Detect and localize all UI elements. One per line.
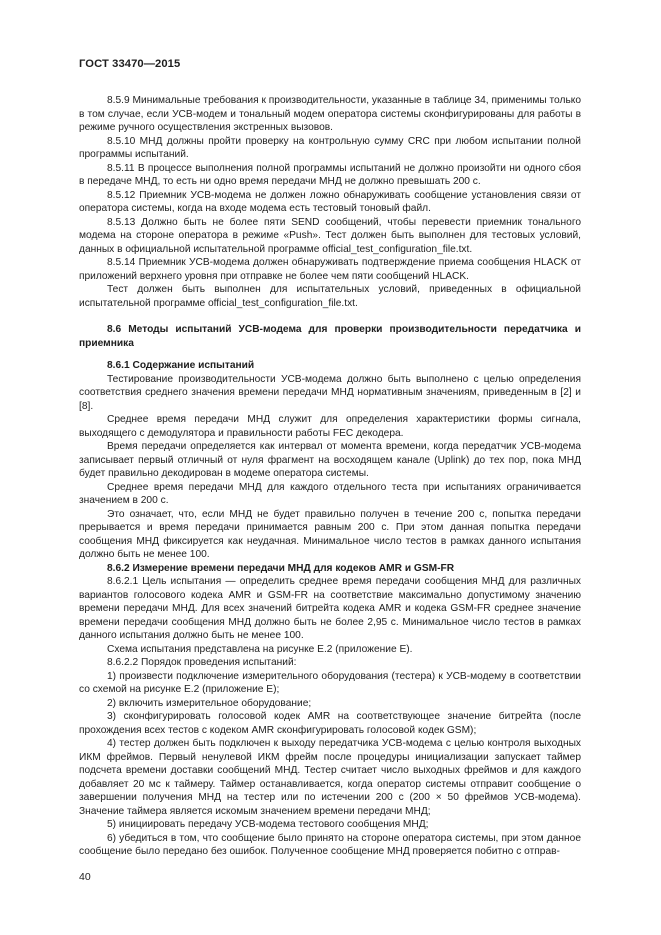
paragraph-8-5-12: 8.5.12 Приемник УСВ-модема не должен ложно обнаруживать сообщение установления связи от оператора системы, когда на входе модема есть тестовый тоновый файл. xyxy=(79,189,581,214)
paragraph-8-6-2-2: 8.6.2.2 Порядок проведения испытаний: xyxy=(107,657,297,668)
paragraph-8-5-9: 8.5.9 Минимальные требования к производительности, указанные в таблице 34, применимы только в том случае, если УСВ-модем и тональный модем оператора системы сконфигурированы для работы в режиме ручного осуществления экстренных вызовов. xyxy=(79,95,581,133)
document-code-header: ГОСТ 33470—2015 xyxy=(79,58,181,70)
paragraph-8-6-1-d: Среднее время передачи МНД для каждого отдельного теста при испытаниях ограничивается значением в 200 с. xyxy=(79,481,581,506)
section-heading-8-6-1: 8.6.1 Содержание испытаний xyxy=(107,360,255,371)
list-item-2: 2) включить измерительное оборудование; xyxy=(107,697,312,709)
paragraph-scheme-reference: Схема испытания представлена на рисунке Е.2 (приложение Е). xyxy=(107,643,413,655)
paragraph-8-5-13: 8.5.13 Должно быть не более пяти SEND сообщений, чтобы перевести приемник тонального модема на стороне оператора в режиме «Push». Тест должен быть выполнен для тестовых условий, данных в официальной испытательной программе official_test_configuration_file.txt. xyxy=(79,216,581,255)
paragraph-8-6-1-c: Время передачи определяется как интервал от момента времени, когда передатчик УСВ-модема записывает первый отличный от нуля фрагмент на восходящем канале (Uplink) до тех пор, пока МНД будет правильно декодирован в модеме оператора системы. xyxy=(79,441,581,479)
list-item-4: 4) тестер должен быть подключен к выходу передатчика УСВ-модема с целью контроля выходных ИКМ фреймов. Первый ненулевой ИКМ фрейм после процедуры инициализации запускает таймер подсчета времени доставки сообщений МНД. Тестер считает число выходных фреймов и для каждого добавляет 20 мс к таймеру. Таймер останавливается, когда оператор системы отправит сообщение о завершении получения МНД на тестер или по истечении 200 с (200 × 50 фреймов УСВ-модема). Значение таймера является искомым значением времени передачи МНД; xyxy=(79,738,581,817)
page-number: 40 xyxy=(79,871,91,883)
list-item-3: 3) сконфигурировать голосовой кодек AMR на соответствующее значение битрейта (после прохождения всех тестов с кодеком AMR сконфигурировать голосовой кодек GSM); xyxy=(79,711,581,736)
paragraph-8-6-2-1: 8.6.2.1 Цель испытания — определить среднее время передачи сообщения МНД для различных вариантов голосового кодека AMR и GSM-FR на соответствие максимально допустимому значению времени передачи МНД. Для всех значений битрейта кодека AMR и кодека GSM-FR среднее значение времени передачи сообщения МНД должно быть не более 2,95 с. Минимальное число тестов в рамках данного испытания должно быть не менее 100. xyxy=(79,576,581,641)
paragraph-8-5-14: 8.5.14 Приемник УСВ-модема должен обнаруживать подтверждение приема сообщения HLACK от приложений верхнего уровня при отправке не более чем пяти сообщений HLACK. xyxy=(79,257,581,282)
paragraph-8-6-1-e: Это означает, что, если МНД не будет правильно получен в течение 200 с, попытка передачи прерывается и время передачи принимается равным 200 с. При этом данная попытка передачи сообщения МНД фиксируется как неудачная. Минимальное число тестов в рамках данного испытания должно быть не менее 100. xyxy=(79,508,581,560)
section-heading-8-6-2: 8.6.2 Измерение времени передачи МНД для кодеков AMR и GSM-FR xyxy=(107,562,455,574)
section-heading-8-6: 8.6 Методы испытаний УСВ-модема для проверки производительности передатчика и приемника xyxy=(79,324,581,349)
paragraph-test-conditions: Тест должен быть выполнен для испытательных условий, приведенных в официальной испытательной программе official_test_configuration_file.txt. xyxy=(79,284,581,309)
paragraph-8-5-10: 8.5.10 МНД должны пройти проверку на контрольную сумму CRC при любом испытании полной программы испытаний. xyxy=(79,135,581,160)
paragraph-8-5-11: 8.5.11 В процессе выполнения полной программы испытаний не должно произойти ни одного сбоя в передаче МНД, то есть ни одно время передачи МНД не должно превышать 200 с. xyxy=(79,162,581,187)
paragraph-8-6-1-a: Тестирование производительности УСВ-модема должно быть выполнено с целью определения соответствия среднего значения времени передачи МНД нормативным значениям, приведенным в [2] и [8]. xyxy=(79,373,581,412)
list-item-6: 6) убедиться в том, что сообщение было принято на стороне оператора системы, при этом данное сообщение было передано без ошибок. Полученное сообщение МНД проверяется побитно с отправ- xyxy=(79,832,581,857)
document-body xyxy=(79,94,581,859)
list-item-5: 5) инициировать передачу УСВ-модема тестового сообщения МНД; xyxy=(107,819,429,830)
paragraph-8-6-1-b: Среднее время передачи МНД служит для определения характеристики формы сигнала, выходящего с демодулятора и правильности работы FEC декодера. xyxy=(79,414,581,439)
list-item-1: 1) произвести подключение измерительного оборудования (тестера) к УСВ-модему в соответствии со схемой на рисунке Е.2 (приложение Е); xyxy=(79,670,581,695)
